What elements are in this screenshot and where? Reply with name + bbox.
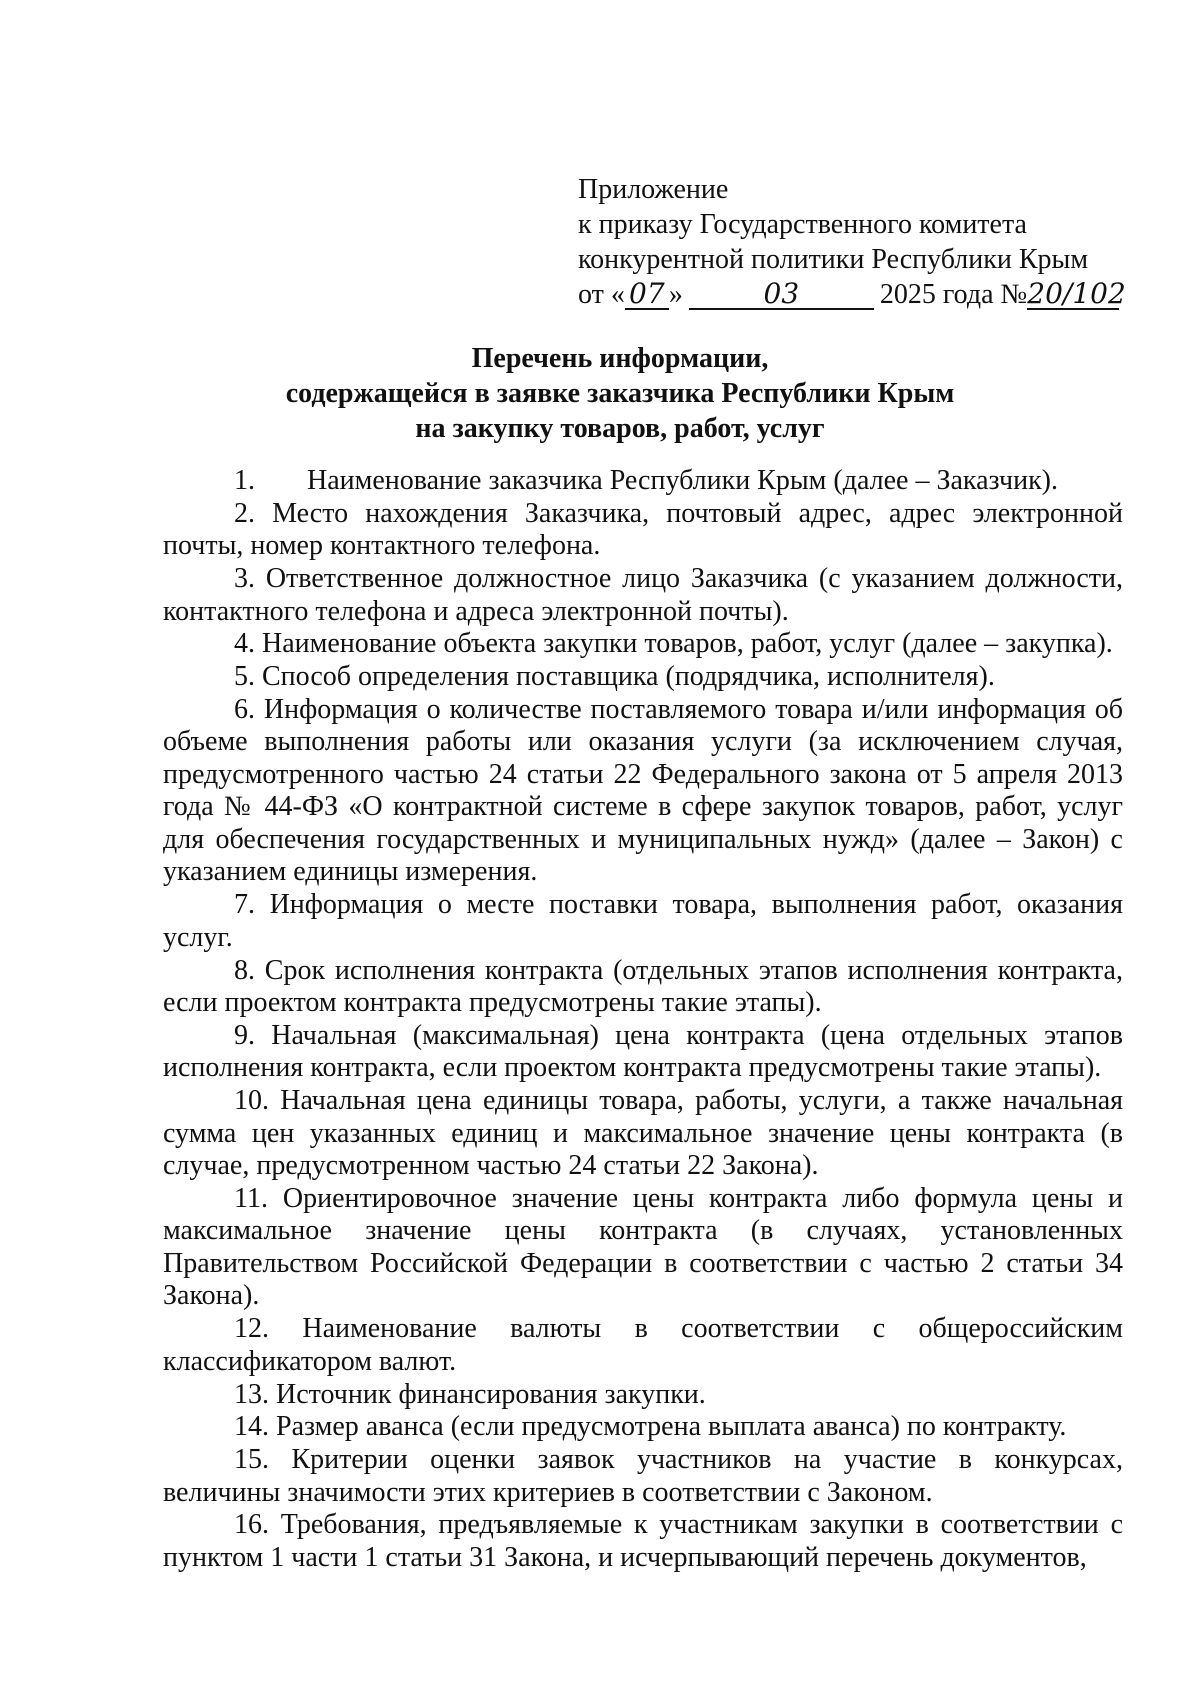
item-number: 16. — [234, 1509, 269, 1541]
item-text: Ориентировочное значение цены контракта либо формула цены и максимальное значение цены контракта (в случаях, установленных Правительством Российской Федерации в соответствии с частью 2 статьи 34 Закона). — [163, 1182, 1123, 1312]
handwritten-order-number: 20/102 — [1027, 277, 1126, 310]
item-text: Начальная цена единицы товара, работы, услуги, а также начальная сумма цен указанных единиц и максимальное значение цены контракта (в случае, предусмотренном частью 24 статьи 22 Закона). — [163, 1085, 1124, 1182]
item-number: 5. — [234, 661, 255, 693]
list-item — [163, 1444, 1123, 1509]
item-number: 8. — [234, 954, 255, 986]
appendix-order-ref: к приказу Государственного комитета — [578, 209, 1027, 240]
item-text: Источник финансирования закупки. — [276, 1378, 706, 1410]
date-prefix: от « — [578, 279, 625, 310]
list-item — [163, 563, 1123, 628]
item-number: 11. — [234, 1182, 268, 1214]
appendix-block — [578, 172, 1126, 312]
list-item — [163, 628, 1123, 661]
item-number: 6. — [234, 693, 255, 725]
item-text: Информация о количестве поставляемого товара и/или информация об объеме выполнения работы или оказания услуги (за исключением случая, предусмотренного частью 24 статьи 22 Федерального закона от 5 апреля 2013 года № 44-ФЗ «О контрактной системе в сфере закупок товаров, работ, услуг для обеспечения государственных и муниципальных нужд» (далее – Закон) с указанием единицы измерения. — [163, 693, 1123, 888]
title-line-2: содержащейся в заявке заказчика Республики Крым — [285, 378, 955, 409]
list-item — [163, 1085, 1123, 1183]
item-text: Критерии оценки заявок участников на участие в конкурсах, величины значимости этих критериев в соответствии с Законом. — [163, 1444, 1123, 1508]
items-list — [163, 465, 1123, 1575]
item-text: Наименование заказчика Республики Крым (далее – Заказчик). — [307, 465, 1059, 496]
item-text: Наименование объекта закупки товаров, работ, услуг (далее – закупка). — [262, 628, 1113, 660]
list-item — [163, 955, 1123, 1020]
list-item — [163, 889, 1123, 954]
item-number: 13. — [234, 1378, 269, 1410]
item-number: 15. — [234, 1444, 269, 1476]
list-item — [163, 1020, 1123, 1085]
list-item — [163, 465, 1123, 498]
list-item — [163, 1509, 1123, 1574]
list-item — [163, 694, 1123, 889]
item-number: 1. — [234, 465, 255, 496]
item-number: 7. — [234, 889, 255, 921]
item-text: Начальная (максимальная) цена контракта (цена отдельных этапов исполнения контракта, если проектом контракта предусмотрены такие этапы). — [163, 1019, 1124, 1084]
title-line-1: Перечень информации, — [471, 343, 769, 374]
item-number: 3. — [234, 563, 255, 595]
document-title — [120, 341, 1120, 446]
appendix-heading: Приложение — [578, 174, 729, 205]
list-item — [163, 661, 1123, 694]
item-number: 4. — [234, 628, 255, 660]
item-number: 9. — [234, 1019, 255, 1051]
list-item — [163, 1379, 1123, 1412]
item-number: 14. — [234, 1411, 269, 1443]
item-text: Способ определения поставщика (подрядчика, исполнителя). — [262, 661, 995, 693]
list-item — [163, 1411, 1123, 1444]
title-line-3: на закупку товаров, работ, услуг — [415, 413, 825, 444]
item-number: 2. — [234, 497, 255, 529]
list-item — [163, 498, 1123, 563]
item-text: Информация о месте поставки товара, выполнения работ, оказания услуг. — [163, 889, 1124, 953]
handwritten-month: 03 — [689, 280, 874, 310]
item-number: 12. — [234, 1313, 269, 1345]
item-text: Место нахождения Заказчика, почтовый адрес, адрес электронной почты, номер контактного телефона. — [163, 497, 1124, 562]
item-text: Ответственное должностное лицо Заказчика (с указанием должности, контактного телефона и адреса электронной почты). — [163, 563, 1124, 627]
date-close-quote: » — [668, 279, 683, 310]
list-item — [163, 1183, 1123, 1313]
list-item — [163, 1313, 1123, 1378]
handwritten-day: 07 — [625, 280, 669, 310]
item-text: Требования, предъявляемые к участникам закупки в соответствии с пунктом 1 части 1 статьи 31 Закона, и исчерпывающий перечень документов, — [163, 1509, 1123, 1573]
appendix-date-line — [578, 277, 1126, 312]
item-number: 10. — [234, 1085, 269, 1117]
item-text: Размер аванса (если предусмотрена выплата аванса) по контракту. — [276, 1411, 1067, 1443]
item-text: Наименование валюты в соответствии с общероссийским классификатором валют. — [163, 1313, 1124, 1377]
appendix-committee: конкурентной политики Республики Крым — [578, 244, 1089, 275]
year-text: 2025 года № — [879, 279, 1028, 310]
item-text: Срок исполнения контракта (отдельных этапов исполнения контракта, если проектом контракта предусмотрены такие этапы). — [163, 954, 1123, 1019]
